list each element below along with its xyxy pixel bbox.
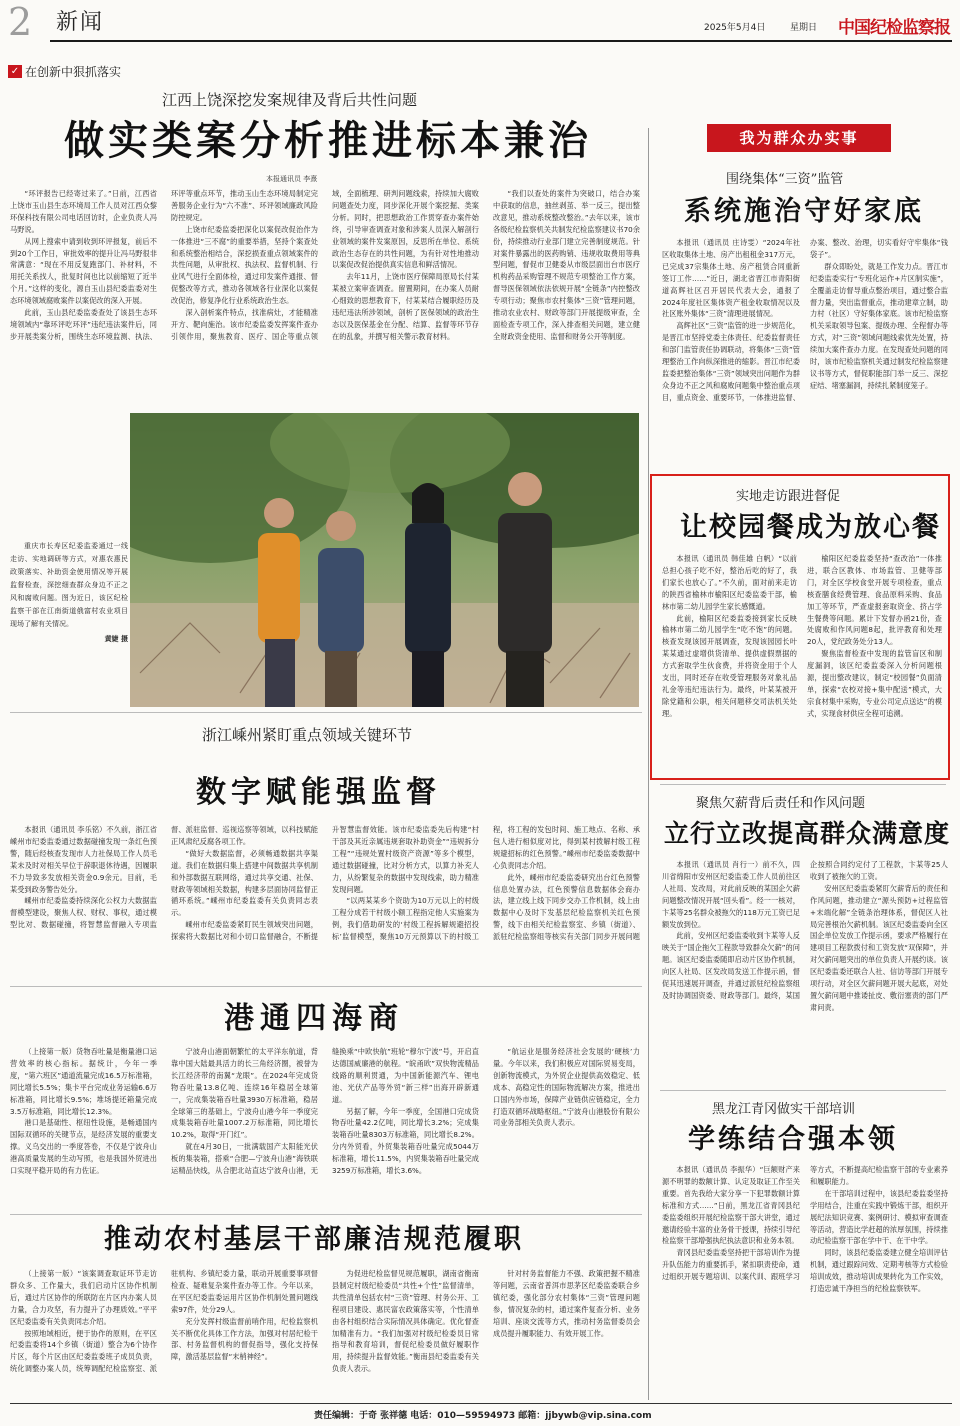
issue-weekday: 星期日 [790,23,818,33]
zj-paragraph: “做好大数据监督，必须畅通数据共享渠道。我们在数据归集上搭建中间数据共享机制和外部数据互联网络，通过共享交通、社保、财政等领域相关数据，构建多层面协同监督正循环系统。”嵊州市纪委监委有关负责同志表示。 [171,848,318,918]
sidebar3-paragraph: 此前，安州区纪委监委收到卞某等人反映关于“国企拖欠工程款导致群众欠薪”的问题。该区纪委监委随即启动片区协作机制，向区人社局、区发改局发送工作提示函，督促其迅速展开调查，并通过派驻纪检监察组及时协调国资委、财政等部门。最终，某国企按照合同约定付了工程款，卞某等25人收到了被拖欠的工资。 [662,860,948,1000]
sidebar1-headline: 系统施治守好家底 [684,196,924,227]
sidebar3-paragraph: 本报讯（通讯员 肖行一）前不久，四川省绵阳市安州区纪委监委工作人员前往区人社局、发改局，对此前反映的某国企欠薪问题整改情况开展“回头看”。经一一核对，卞某等25名群众被拖欠的118万元工资已足额发放到位。 [662,860,800,929]
lead-paragraph: “环评报告已经寄过来了。”日前，江西省上饶市玉山县生态环境局工作人员对江西众黎环保科技有限公司电话回访时，企业负责人冯马野说。 [10,189,157,234]
sidebar4-paragraph: 在干部培训过程中，该县纪委监委坚持学用结合，注重在实践中锻炼干部，组织开展纪法知识竞赛、案例研讨、模拟审查调查等活动，营造比学赶超的浓厚氛围，持续推动纪检监察干部在学中干、在干中学。 [810,1188,948,1246]
port-paragraph: （上接第一版）货物吞吐量是衡量港口运营效率的核心指标。据统计，今年一季度，“第六班区”通道流量完成16.5万标准箱，同比增长5.5%；集卡平台完成业务运输6.6万标准箱，同比增长9.5%；堆场提还箱量完成3.5万标准箱，同比增长12.3%。 [10,1047,157,1116]
sidebar3-body [662,859,948,1093]
photo-illustration [130,413,639,707]
sidebar4-body [662,1164,948,1400]
sidebar1-paragraph: 本报讯（通讯员 庄诗雯）“2024年社区收取集体土地、房产出租租金317万元，已完成37宗集体土地、房产租赁合同重新签订工作……”近日，湖北省晋江市青阳街道高辉社区召开居民代表大会，通报了2024年度社区集体资产租金收取情况以及社区账外集体“三资”清理进展情况。 [662,238,800,319]
zj-kicker: 浙江嵊州紧盯重点领域关键环节 [202,726,413,744]
section-divider [10,1214,642,1215]
lead-byline: 本报通讯员 李熹 [266,175,318,183]
sidebar-banner-label: 我为群众办实事 [739,129,859,147]
sidebar1-body [662,237,948,463]
paper-logo: 中国纪检监察报 [838,18,950,38]
port-paragraph: 就在4月30日，一批满载国产太阳能光伏板的集装箱，搭乘“合肥—宁波舟山港”海铁联运精品快线，从合肥北站直达宁波舟山港，无缝换乘“中欧快航”班轮“穆尔宁波”号，开启直达德国威廉港的航程。“皖甬欧”双快物流精品线路的顺利贯通，为中国新能源汽车、锂电池、光伏产品等外贸“新三样”出海开辟新通道。 [171,1047,479,1176]
zj-body [10,824,640,954]
port-paragraph: 港口是基础性、枢纽性设施，是畅通国内国际双循环的关键节点，是经济发展的重要支撑。义乌交出的一季度答卷，不仅是宁波舟山港高质量发展的生动写照，也是我国外贸进出口实现平稳开局的有力佐证。 [10,1118,157,1176]
page-number: 2 [8,0,33,44]
sidebar-divider [660,1090,946,1091]
sidebar1-paragraph: 高辉社区“三资”监管的进一步规范化，是晋江市坚持党委主体责任、纪委监督责任和部门监管责任协调联动，将集体“三资”管理整治工作向纵深推进的缩影。晋江市纪委监委把整治集体“三资”领域突出问题作为群众身边不正之风和腐败问题集中整治重点项目，重点资金、重要环节，一体推进监督、办案、整改、治理，切实看好守牢集体“钱袋子”。 [662,238,948,402]
rural-paragraph: 充分发挥村级监督前哨作用，纪检监察机关不断优化具体工作方法，加强对村居纪检干部、村务监督机构的督促指导，强化支持保障，激活基层监督“末梢神经”。 [171,1316,318,1362]
photo-caption-block [10,540,128,710]
column-tag-label: 在创新中狠抓落实 [25,65,122,79]
checkmark-icon: ✓ [8,65,22,78]
issue-date: 2025年5月4日 [704,23,766,33]
sidebar2-headline: 让校园餐成为放心餐 [680,512,941,543]
sidebar3-paragraph: 安州区纪委监委紧盯欠薪背后的责任和作风问题，推动建立“源头预防+过程监管+末端化解”全链条治理体系，督促区人社局完善根治欠薪机制。该区纪委监委向全区国企单位发放工作提示函，要求严格履行在建项目工程款拨付和工资发放“双保障”，并对欠薪问题突出的单位负责人开展约谈。该区纪委监委还联合人社、信访等部门开展专项行动，对全区欠薪问题开展大起底，对处置欠薪问题中推诿扯皮、敷衍塞责的部门严肃问责。 [810,883,948,1012]
sidebar4-headline: 学练结合强本领 [688,1124,898,1155]
rural-body [10,1268,640,1400]
lead-paragraph: 从网上搜索中请到收到环评报复，前后不到20个工作日，审批效率的提升让冯马野很非常满意：“现在不用反复跑部门、补材料，不用托关系找人，批复时间也比以前缩短了近半个月。”这样的变化，源自玉山县纪委监委对生态环境领域腐败案件以案促改的深入开展。 [10,236,157,306]
photo-caption: 重庆市长寿区纪委监委通过一线走访、实地调研等方式，对惠农惠民政策落实、补助资金使用情况等开展监督检查，深挖细查群众身边不正之风和腐败问题。图为近日，该区纪检监察干部在江南街道俄富村农业项目现场了解有关情况。 [10,542,128,628]
sidebar3-kicker: 聚焦欠薪背后责任和作风问题 [696,796,866,811]
zj-paragraph: 此外，嵊州市纪委监委研究出台红色预警信息处置办法，红色预警信息数据体会商办法，建立线上线下同步交办工作机制，线上由数据中心及时下发基层纪检监察机关红色预警，线下由相关纪检监察室、乡镇（街道）、派驻纪检监察组等核实有关部门同步开展问题 [493,872,640,942]
port-paragraph: 另据了解，今年一季度，全国港口完成货物吞吐量42.2亿吨，同比增长3.2%；完成集装箱吞吐量8303万标准箱，同比增长8.2%。分内外贸看，外贸集装箱吞吐量完成5044万标准箱，增长11.5%，内贸集装箱吞吐量完成3259万标准箱，增长3.6%。 [332,1106,479,1176]
port-paragraph: “航运业是服务经济社会发展的‘硬核’力量。今年以来，我们积极应对国际贸易变局，创新物流模式，为外贸企业提供高效稳定、低成本、高稳定性的国际物流解决方案，推进出口国内外市场，保障产业链供应链稳定，全力打造双循环战略枢纽。”宁波舟山港股份有限公司业务部相关负责人表示。 [493,1047,640,1128]
sidebar2-paragraph: 聚焦监督检查中发现的监管盲区和制度漏洞，该区纪委监委深入分析问题根源，提出整改建议，制定“校园餐”负面清单，探索“农校对接+集中配送”模式，大宗食材集中采购，专业公司定点送达”的模式，实现食材供应全程可追溯。 [807,649,942,718]
zj-paragraph: 嵊州市纪委监委持续深化公权力大数据监督模型建设，聚焦人权、财权、事权，通过模型比对、数据碰撞，将智慧监督融入专项监督、派驻监督、巡视巡察等领域，以科技赋能正风肃纪反腐各项工作。 [10,825,318,930]
sidebar2-kicker: 实地走访跟进督促 [736,489,841,504]
sidebar2-paragraph: 榆阳区纪委监委坚持“查改治”一体推进，联合区教体、市场监管、卫健等部门，对全区学校食堂开展专项检查，重点核查膳食经费管理、食品原料采购、食品加工等环节，严查虚报套取资金、挤占学生餐费等问题。累计下发督办函21份，查处腐败和作风问题8起，批评教育和处理20人，党纪政务处分13人。 [807,554,942,647]
port-body [10,1046,640,1210]
lead-kicker: 江西上饶深挖发案规律及背后共性问题 [162,91,418,109]
sidebar-divider [660,784,946,785]
sidebar2-paragraph: 此前，榆阳区纪委监委接到家长反映榆林市第二幼儿园学生“吃不饱”的问题。核查发现该园开展调查，发现该园园长叶某某通过虚增供货清单、提供虚假票据的方式套取学生伙食费，并将资金用于个人支出，同时还存在收受管理服务对象礼品礼金等违纪违法行为。最终，叶某某被开除党籍和公职，相关问题移交司法机关处理。 [662,613,797,718]
port-paragraph: 宁波舟山港面朝繁忙的太平洋东航道，背靠中国大陆最具活力的长三角经济圈，被誉为长江经济带的南翼“龙眼”。在2024年完成货物吞吐量13.8亿吨、连续16年稳居全球第一，完成集装箱吞吐量3930万标准箱，稳居全球第三的基础上，宁波舟山港今年一季度完成集装箱吞吐量1007.2万标准箱，同比增长10.2%，取得“开门红”。 [171,1047,318,1140]
rural-paragraph: （上接第一版）“该案调查取证环节走访群众多、工作量大，我们启动片区协作机制后，通过片区协作的所联防在片区内办案人员力量，合力攻坚，有力提升了办理质效。”平平区纪委监委有关负责同志介绍。 [10,1269,157,1326]
section-title: 新闻 [56,10,105,35]
news-photo [130,413,639,707]
sidebar4-kicker: 黑龙江青冈做实干部培训 [712,1102,856,1117]
rural-headline: 推动农村基层干部廉洁规范履职 [104,1224,524,1255]
port-headline: 港通四海商 [224,1001,404,1036]
sidebar1-paragraph: 群众即盼处，就是工作发力点。晋江市纪委监委实行“专班化运作+片区制实施”，全覆盖走访督导重点整治项目，通过整合监督力量，突出监督重点，推动建章立制，助力村（社区）守好集体家底。该市纪检监察机关采取领导包案、提级办理、全程督办等方式，对“三资”领域问题线索优先处置，持续加大案件查办力度。在发现查处问题的同时，该市纪检监察机关通过制发纪检监察建议书等方式，督促职能部门举一反三、深挖症结、堵塞漏洞，持续扎紧制度笼子。 [810,261,948,390]
photo-credit: 黄婕 摄 [104,635,128,643]
lead-paragraph: 去年11月，上饶市医疗保障局原局长付某某被立案审查调查。留置期间，在办案人员耐心细致的思想教育下，付某某结合履职经历及违纪违法所涉领域，剖析了医保领域的政治生态以及医保基金在分配、结算、监督等环节存在的乱象，并撰写相关警示教育材料。 [332,272,479,341]
sidebar2-paragraph: 本报讯（通讯员 韩佳雄 白帆）“以前总担心孩子吃不好，整治后吃的好了，我们家长也放心了。”不久前，面对前来走访的陕西省榆林市榆阳区纪委监委干部，榆林市第二幼儿园学生家长感慨道。 [662,554,797,611]
footer-rule [10,1403,952,1404]
lead-body [10,188,640,412]
rural-paragraph: 按照地域相近，便于协作的原则，在平区纪委监委将14个乡镇（街道）整合为6个协作片区，每个片区由区纪委监委班子成员负责，统化调整办案人员，统筹调配纪检监察室、派驻机构、乡镇纪委力量，联动开展重要事项督检查、疑难复杂案件查办等工作。今年以来，在平区纪委监委运用片区协作机制处置问题线索97件，处分29人。 [10,1269,318,1374]
sidebar3-headline: 立行立改提高群众满意度 [664,819,951,848]
sidebar-banner [707,124,891,152]
zj-paragraph: 本报讯（通讯员 李乐铭）不久前，浙江省嵊州市纪委监委通过数据碰撞发现一条红色预警，随后经核查发现市人力社保局工作人员毛某未及时对相关早位于辞职退休待遇，因履职不力导致多发放相关资金0.9余元。目前，毛某受到政务警告处分。 [10,825,157,894]
footer-contact: 责任编辑：于奇 张祥德 电话：010—59594973 邮箱：jjbywb@vip.sina.com [314,1411,652,1421]
sidebar2-body [662,553,942,775]
zj-headline: 数字赋能强监督 [196,775,441,810]
sidebar4-paragraph: 本报讯（通讯员 李振华）“巨额财产来源不明罪的数额计算、认定及取证工作至关重要。首先我给大家分享一下犯罪数额计算标准和方式……”日前，黑龙江省青冈县纪委监委组织开展纪检监察干部大讲堂，通过邀请经验丰富的业务骨干授课，持续引导纪检监察干部增强执纪执法意识和业务本领。 [662,1165,800,1246]
lead-paragraph: 此前，玉山县纪委监委查处了该县生态环境领域内“靠环评吃环评”违纪违法案件后，同步开展类案分析，围绕生态环境监测、执法、环评等重点环节，推动玉山生态环境局制定完善服务企业行为“六不准”、环评领域廉政风险防控规定。 [10,189,318,341]
lead-paragraph: 上饶市纪委监委把深化以案促改促治作为一体推进“三不腐”的重要举措，坚持个案查处和系统整治相结合，深挖损查重点领域案件的共性问题，从审批权、执法权、监督机制、行业风气进行全面体检，通过印发案件通报、督促整改等方式，推动各领域各行业深化以案促改促治，修复净化行业系统政治生态。 [171,224,318,306]
lead-paragraph: 深入剖析案件特点，找准病灶，才能精准开方、靶向施治。该市纪委监委发挥案件查办引领作用，聚焦教育、医疗、国企等重点领域，全面梳理、研判问题线索，持续加大腐败问题查处力度，同步深化开展个案挖掘、类案分析。同时，把思想政治工作贯穿查办案件始终，引导审查调查对象和涉案人员深入解剖行业领域的案件发案原因，反思所在单位、系统政治生态存在的共性问题，为有针对性地推动以案促改促治提供真实信息和鲜活情况。 [171,189,479,341]
sidebar4-paragraph: 同时，该县纪委监委建立健全培训评估机制，通过跟踪问效、定期考核等方式检验培训成效，推动培训成果转化为工作实效，打造忠诚干净担当的纪检监察铁军。 [810,1248,948,1294]
zj-paragraph: “以两某某乡个资助为10万元以上的村级工程分成若干村级小额工程指定他人实施案为例，我们借助研发的‘村级工程拆解规避招投标’监督模型，聚焦10万元预算以下的村级工程，将工程的发包时间、施工地点、名称、承包人进行相似度对比，得到某村拨解村级工程规避招标的红色预警。”嵊州市纪委监委数据中心负责同志介绍。 [332,825,640,942]
masthead-rule [50,40,952,42]
masthead [0,0,960,50]
rural-paragraph: 为促进纪检监督见规范履职，湖南省衡南县制定村级纪检委员“共性+个性”监督清单，共性清单包括农村“三资”管理、村务公开、工程项目建设、惠民富农政策落实等，个性清单由各村组织结合实际情况具体确定。优化督查加精准有力。“我们加强对村级纪检委员日常指导和教育培训，督促纪检委员做好履职作用，持续提升监督效能。”衡南县纪委监委有关负责人表示。 [332,1269,479,1374]
section-divider [10,986,642,987]
lead-headline: 做实类案分析推进标本兼治 [64,117,592,164]
zj-paragraph: 嵊州市纪委监委紧盯民生领域突出问题，探索将大数据比对和小切口监督融合，不断提升智慧监督效能。该市纪委监委先后构建“村干部及其近亲属违规套取补助资金”“违规拆分工程”“违规处置村级资产资源”等多个模型，通过数据碰撞，比对分析方式，以算力补充人力，从纷繁复杂的数据中发现线索，助力精准发现问题。 [171,825,479,942]
sidebar1-kicker: 围绕集体“三资”监管 [726,172,844,187]
rural-paragraph: 针对村务监督能力不强、政策把握不精准等问题，云南省普洱市思茅区纪委监委联合乡镇纪委，强化部分农村集体“三资”管理问题参，情况复杂的村，通过案件复查分析、业务培训、座谈交流等方式，推动村务监督委员会成员提升履职能力、有效开展工作。 [493,1269,640,1338]
lead-paragraph: “我们以查处的案件为突破口，结合办案中获取的信息，抽丝剥茧、举一反三，提出整改意见，推动系统整改整治。”去年以来，该市各级纪检监察机关共制发纪检监察建议书70余份，持续推动行业部门建立完善制度规范。针对案件暴露出的医药购销、违规收取费用等典型问题，督促市卫健委从市级层面出台市医疗机构药品采购管理不规范专项整治工作方案，督导医保领域依法依规开展“全链条”内控整改专项行动；聚焦市农村集体“三资”管理问题，推动农业农村、财政等部门开展提级审查，全面检查专项工作，深入排查相关问题，建立健全财政资金使用、监督和财务公开等制度。 [493,189,640,341]
sidebar4-paragraph: 青冈县纪委监委坚持把干部培训作为提升队伍能力的重要抓手，紧扣职责使命，通过组织开展专题培训、以案代训、跟班学习等方式，不断提高纪检监察干部的专业素养和履职能力。 [662,1165,948,1282]
section-divider [10,712,642,713]
